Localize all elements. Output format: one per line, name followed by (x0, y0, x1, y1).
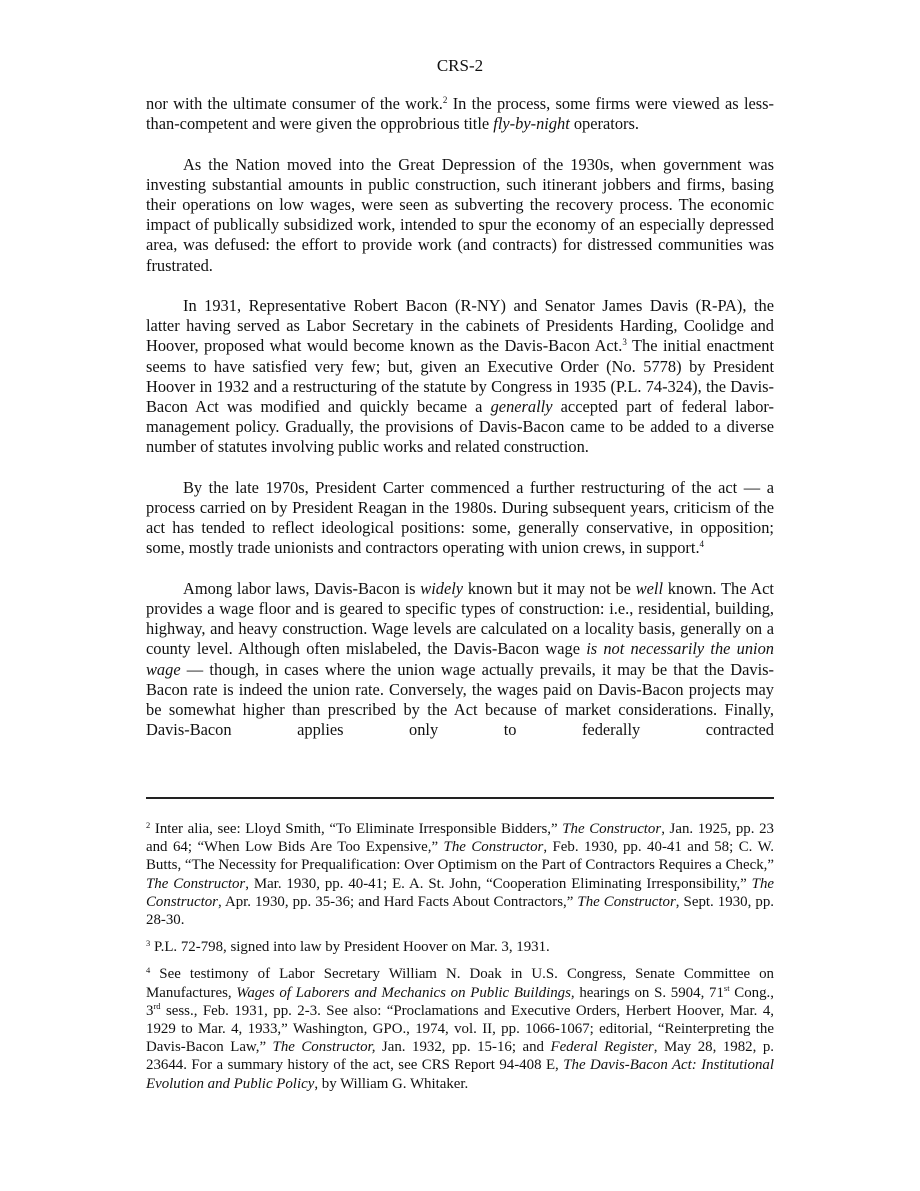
paragraph-2: As the Nation moved into the Great Depression of the 1930s, when government was investing substantial amounts in public construction, such itinerant jobbers and firms, basing their operations on low wages, were seen as subverting the recovery process. The economic impact of publically subsidized work, intended to spur the economy of an especially depressed area, was defused: the effort to provide work (and contracts) for distressed communities was frustrated. (146, 154, 774, 275)
footnote-2: $^2$ Inter alia, see: Lloyd Smith, “To Eliminate Irresponsible Bidders,” The Constructor, Jan. 1925, pp. 23 and 64; “When Low Bids Are Too Expensive,” The Constructor, Feb. 1930, pp. 40-41 and 58; C. W. Butts, “The Necessity for Prequalification: Over Optimism on the Part of Contractors Requires a Check,” The Constructor, Mar. 1930, pp. 40-41; E. A. St. John, “Cooperation Eliminating Irresponsibility,” The Constructor, Apr. 1930, pp. 35-36; and Hard Facts About Contractors,” The Constructor, Sept. 1930, pp. 28-30. (146, 819, 774, 929)
paragraph-1: nor with the ultimate consumer of the work.$^2$ In the process, some firms were viewed as less-than-competent and were given the opprobrious title fly-by-night operators. (146, 94, 774, 134)
page-header: CRS-2 (436, 56, 484, 75)
footnote-4: $^4$ See testimony of Labor Secretary William N. Doak in U.S. Congress, Senate Committee on Manufactures, Wages of Laborers and Mechanics on Public Buildings, hearings on S. 5904, 71st Cong., 3rd sess., Feb. 1931, pp. 2-3. See also: “Proclamations and Executive Orders, Herbert Hoover, Mar. 4, 1929 to Mar. 4, 1933,” Washington, GPO., 1974, vol. II, pp. 1066-1067; editorial, “Reinterpreting the Davis-Bacon Law,” The Constructor, Jan. 1932, pp. 15-16; and Federal Register, May 28, 1982, p. 23644. For a summary history of the act, see CRS Report 94-408 E, The Davis-Bacon Act: Institutional Evolution and Public Policy, by William G. Whitaker. (146, 964, 775, 1092)
footnote-3: $^3$ P.L. 72-798, signed into law by President Hoover on Mar. 3, 1931. (146, 937, 550, 956)
footnote-separator (146, 797, 774, 799)
footnote-ref-3[interactable]: 3 (622, 337, 627, 348)
footnote-ref-2[interactable]: 2 (442, 95, 448, 105)
paragraph-4: By the late 1970s, President Carter commenced a further restructuring of the act — a process carried on by President Reagan in the 1980s. During subsequent years, criticism of the act has tended to reflect ideological positions: some, generally conservative, in opposition; some, mostly trade unionists and contractors operating with union crews, in support.$^4$ (146, 477, 774, 558)
footnote-ref-4[interactable]: 4 (699, 539, 705, 550)
paragraph-5: Among labor laws, Davis-Bacon is widely known but it may not be well known. The Act provides a wage floor and is geared to specific types of construction: i.e., residential, building, highway, and heavy construction. Wage levels are calculated on a locality basis, generally on a county level. Although often mislabeled, the Davis-Bacon wage is not necessarily the union wage — though, in cases where the union wage actually prevails, it may be that the Davis-Bacon rate is indeed the union rate. Conversely, the wages paid on Davis-Bacon projects may be somewhat higher than prescribed by the Act because of market considerations. Finally, Davis-Bacon applies only to federally contracted (146, 578, 774, 740)
paragraph-3: In 1931, Representative Robert Bacon (R-NY) and Senator James Davis (R-PA), the latter having served as Labor Secretary in the cabinets of Presidents Harding, Coolidge and Hoover, proposed what would become known as the Davis-Bacon Act.$^3$ The initial enactment seems to have satisfied very few; but, given an Executive Order (No. 5778) by President Hoover in 1932 and a restructuring of the statute by Congress in 1935 (P.L. 74-324), the Davis-Bacon Act was modified and quickly became a generally accepted part of federal labor-management policy. Gradually, the provisions of Davis-Bacon came to be added to a diverse number of statutes involving public works and related construction. (146, 296, 774, 457)
body-text (146, 94, 774, 740)
footnotes (146, 820, 774, 1102)
